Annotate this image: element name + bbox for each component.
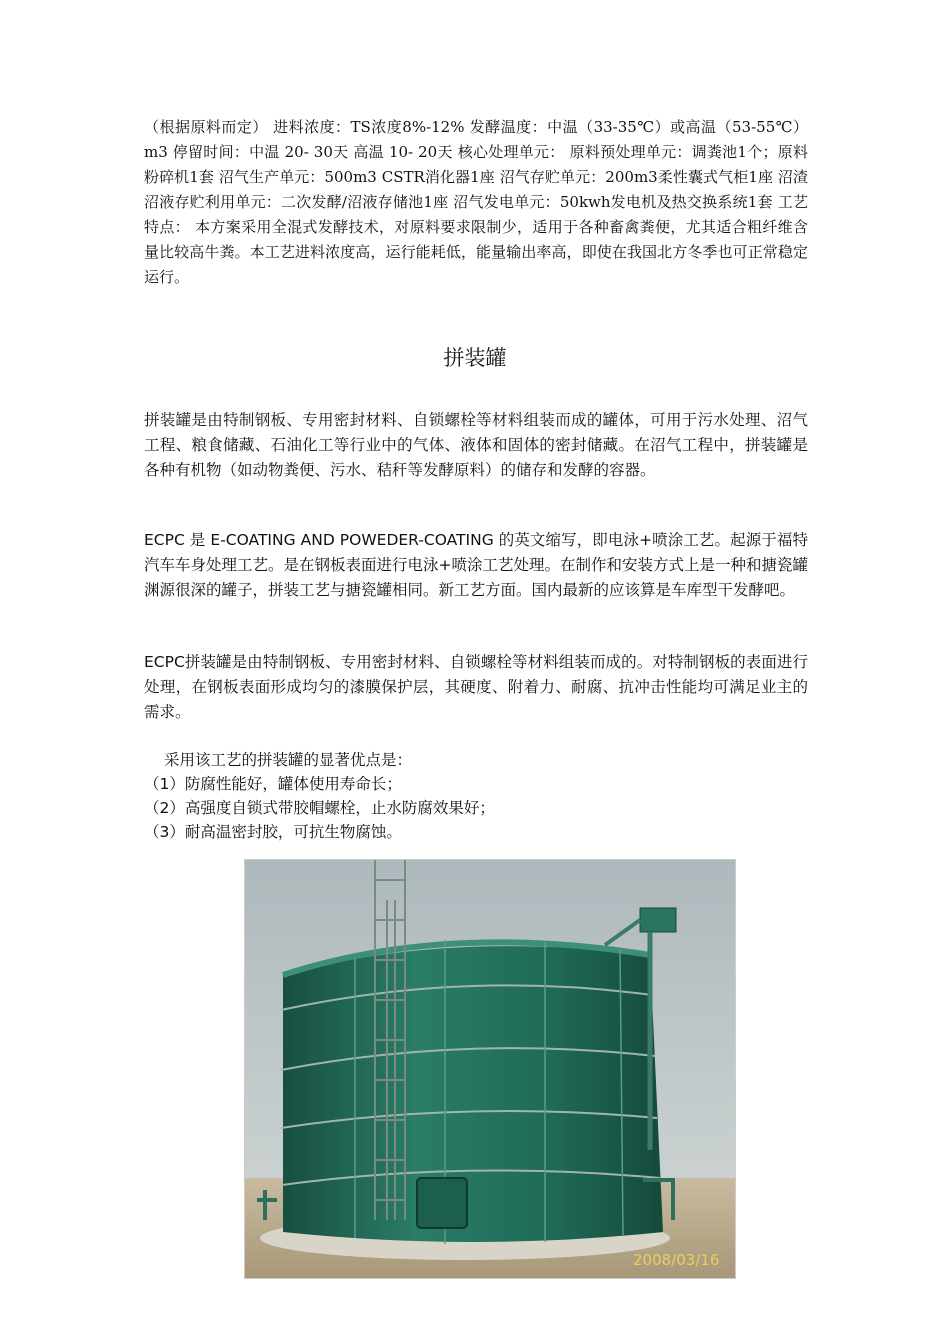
advantage-item: （3）耐高温密封胶，可抗生物腐蚀。	[144, 823, 402, 841]
tank-photo	[244, 859, 736, 1279]
ecpc-tank-paragraph: ECPC拼装罐是由特制钢板、专用密封材料、自锁螺栓等材料组装而成的。对特制钢板的表面进行处理，在钢板表面形成均匀的漆膜保护层，其硬度、附着力、耐腐、抗冲击性能均可满足业主的需求。	[144, 653, 808, 721]
intro-paragraph: （根据原料而定） 进料浓度：TS浓度8%-12% 发酵温度：中温（33-35℃）或高温（53-55℃）m3 停留时间：中温 20- 30天 高温 10- 20天 核心处理单元： 原料预处理单元：调粪池1个；原料粉碎机1套 沼气生产单元：500m3 CSTR消化器1座 沼气存贮单元：200m3柔性囊式气柜1座 沼渣沼液存贮利用单元：二次发酵/沼液存储池1座 沼气发电单元：50kwh发电机及热交换系统1套 工艺特点： 本方案采用全混式发酵技术，对原料要求限制少，适用于各种畜禽粪便，尤其适合粗纤维含量比较高牛粪。本工艺进料浓度高，运行能耗低，能量输出率高，即使在我国北方冬季也可正常稳定运行。	[144, 118, 808, 286]
advantages-intro: 采用该工艺的拼装罐的显著优点是：	[164, 751, 413, 769]
ecpc-paragraph: ECPC 是 E-COATING AND POWEDER-COATING 的英文缩写，即电泳+喷涂工艺。起源于福特汽车车身处理工艺。是在钢板表面进行电泳+喷涂工艺处理。在制作和安装方式上是一种和搪瓷罐渊源很深的罐子，拼装工艺与搪瓷罐相同。新工艺方面。国内最新的应该算是车库型干发酵吧。	[144, 531, 808, 599]
advantage-item: （2）高强度自锁式带胶帽螺栓，止水防腐效果好；	[144, 799, 495, 817]
date-stamp: 2008/03/16	[633, 1251, 720, 1269]
section-title: 拼装罐	[443, 346, 507, 370]
advantages-list	[144, 748, 808, 844]
tank-illustration	[245, 860, 735, 1278]
definition-paragraph: 拼装罐是由特制钢板、专用密封材料、自锁螺栓等材料组装而成的罐体，可用于污水处理、沼气工程、粮食储藏、石油化工等行业中的气体、液体和固体的密封储藏。在沼气工程中，拼装罐是各种有机物（如动物粪便、污水、秸秆等发酵原料）的储存和发酵的容器。	[144, 411, 808, 479]
manhole	[417, 1178, 467, 1228]
advantage-item: （1）防腐性能好，罐体使用寿命长；	[144, 775, 402, 793]
